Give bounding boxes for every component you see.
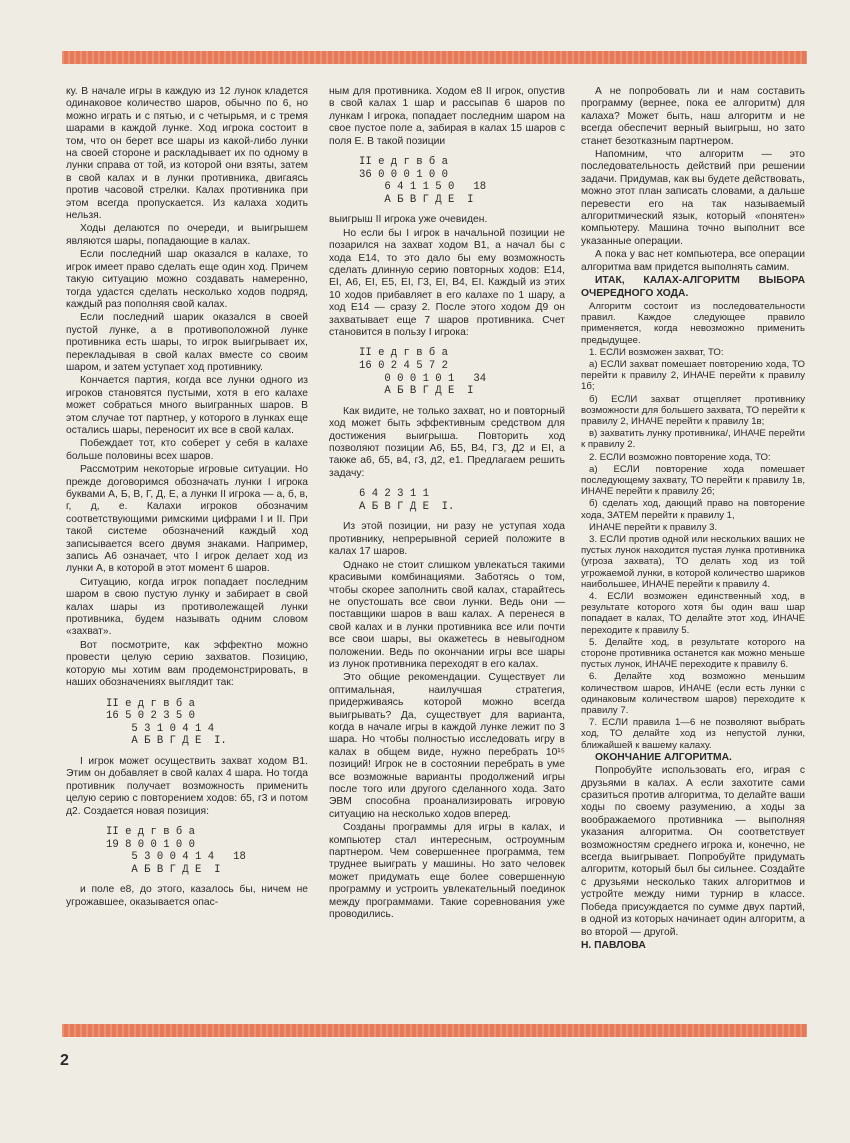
paragraph: А пока у вас нет компьютера, все операции алгоритма вам придется выполнять самим.	[581, 249, 805, 273]
paragraph: выигрыш II игрока уже очевиден.	[329, 214, 488, 226]
paragraph: Вот посмотрите, как эффектно можно провести целую серию захватов. Позицию, которую мы хотим вам продемонстрировать, в наших обозначениях выглядит так:	[66, 639, 308, 689]
position-diagram: II е д г в б а 19 8 0 0 1 0 0 5 3 0 0 4 1 4 18 А Б В Г Д Е I	[106, 825, 246, 876]
algorithm-end: ОКОНЧАНИЕ АЛГОРИТМА.	[595, 751, 732, 763]
column-2	[329, 86, 565, 922]
algorithm-rule: 1. ЕСЛИ возможен захват, ТО:	[589, 346, 724, 358]
paragraph: ку. В начале игры в каждую из 12 лунок кладется одинаковое количество шаров, обычно по 6, но можно играть и с пятью, и с четырьмя, и с тремя шарами в каждой лунке. Ход игрока состоит в том, что он берет все шары из какой-либо лунки на своей стороне и раскладывает их по одному в лунки справа от той, из которой они взяты, затем в свой калах и в лунки противника, двигаясь против часовой стрелки. Калах противника при этом всегда пропускается. Из калаха ходить нельзя.	[66, 86, 308, 222]
algorithm-rule: б) сделать ход, дающий право на повторение хода, ЗАТЕМ перейти к правилу 1,	[581, 498, 805, 521]
paragraph: Из этой позиции, ни разу не уступая хода противнику, непрерывной серией положите в калах 17 шаров.	[329, 521, 565, 558]
paragraph: ным для противника. Ходом е8 II игрок, опустив в свой калах 1 шар и рассыпав 6 шаров по лункам I игрока, попадает последним шаром на свое пустое поле а, забирая в калах 15 шаров с поля Е. В такой позиции	[329, 86, 565, 147]
position-diagram: II е д г в б а 16 0 2 4 5 7 2 0 0 0 1 0 1 34 А Б В Г Д Е I	[359, 347, 487, 398]
paragraph: Напомним, что алгоритм — это последовательность действий при решении задачи. Придумав, как вы будете действовать, можно этот план записать словами, а дальше перевести его на так называемый алгоритмический язык, который «понятен» компьютеру. Машина точно выполнит все указанные операции.	[581, 149, 805, 247]
paragraph: Но если бы I игрок в начальной позиции не позарился на захват ходом В1, а начал бы с хода Е14, то это дало бы ему возможность сделать длинную серию повторных ходов: Е14, ЕI, А6, ЕI, Е5, ЕI, Г3, ЕI, В4, ЕI. Каждый из этих 10 ходов прибавляет в его калахе по 1 шару, а ход Е14 — сразу 2. После этого ходом Д9 он захватывает еще 7 шаров противника. Счет становится в пользу I игрока:	[329, 227, 565, 339]
paragraph: I игрок может осуществить захват ходом В1. Этим он добавляет в свой калах 4 шара. Но тогда противник получает возможность применить целую серию с повторением ходов: б5, г3 и потом д2. Создается новая позиция:	[66, 755, 308, 817]
paragraph: Побеждает тот, кто соберет у себя в калахе больше половины всех шаров.	[66, 438, 308, 462]
column-1	[66, 86, 308, 910]
position-diagram: II е д г в б а 16 5 0 2 3 5 0 5 3 1 0 4 1 4 А Б В Г Д Е I.	[106, 697, 227, 748]
problem-position: 6 4 2 3 1 1 А Б В Г Д Е I.	[359, 488, 455, 513]
algorithm-rule: в) захватить лунку противника/, ИНАЧЕ перейти к правилу 2.	[581, 428, 805, 451]
position-diagram: II е д г в б а 36 0 0 0 1 0 0 6 4 1 1 5 0 18 А Б В Г Д Е I	[359, 156, 487, 206]
algorithm-rule: 6. Делайте ход возможно меньшим количеством шаров, ИНАЧЕ (если есть лунки с одинаковым количеством шаров) переходите к правилу 7.	[581, 671, 805, 717]
author-signature: Н. ПАВЛОВА	[581, 939, 646, 951]
algorithm-title: ИТАК, КАЛАХ-АЛГОРИТМ ВЫБОРА ОЧЕРЕДНОГО ХОДА.	[581, 275, 805, 299]
paragraph: Рассмотрим некоторые игровые ситуации. Но прежде договоримся обозначать лунки I игрока буквами А, Б, В, Г, Д, Е, а лунки II игрока — а, б, в, г, д, е. Калахи игроков обозначим соответствующими римскими цифрами I и II. При такой системе обозначений каждый ход записывается всего двумя знаками. Например, запись А6 означает, что I игрок делает ход из лунки А, в которой в этот момент 6 шаров.	[66, 464, 308, 575]
paragraph: Кончается партия, когда все лунки одного из игроков становятся пустыми, хотя в его калахе может собраться много выигранных шаров. В этом случае тот партнер, у которого в лунках еще остались шары, переносит их все в свой калах.	[66, 375, 308, 436]
top-decorative-band	[62, 51, 807, 64]
page-number: 2	[60, 1052, 69, 1069]
bottom-decorative-band	[62, 1024, 807, 1037]
paragraph: Это общие рекомендации. Существует ли оптимальная, наилучшая стратегия, придерживаясь которой можно всегда выигрывать? Да, существует для варианта, когда в начале игры в каждой лунке лежит по 3 шара. Но чтобы полностью исследовать игру в калах в общем виде, нужно перебрать 10¹⁵ позиций! Игрок не в состоянии перебрать в уме все возможные варианты продолжений игры после того или другого сделанного хода. Зато ЭВМ способна проанализировать игровую ситуацию на несколько ходов вперед.	[329, 672, 565, 820]
paragraph: Если последний шар оказался в калахе, то игрок имеет право сделать еще один ход. Причем такую ситуацию можно создавать намеренно, тогда удастся сделать несколько ходов подряд, каждый раз пополняя свой калах.	[66, 249, 308, 310]
algorithm-rule: 3. ЕСЛИ против одной или нескольких ваших не пустых лунок находится пустая лунка противника (угроза захвата), ТО делать ход из той угрожаемой лунки, в которой количество шариков наибольшее, ИНАЧЕ перейти к правилу 4.	[581, 533, 805, 590]
paragraph: Ходы делаются по очереди, и выигрышем являются шары, попадающие в калах.	[66, 223, 308, 247]
algorithm-rule: 4. ЕСЛИ возможен единственный ход, в результате которого хотя бы один ваш шар попадает в калах, ТО делайте этот ход, ИНАЧЕ переходите к правилу 5.	[581, 590, 805, 636]
algorithm-rule: Алгоритм состоит из последовательности правил. Каждое следующее правило применяется, когда невозможно применить предыдущее.	[581, 300, 805, 346]
algorithm-rule: 2. ЕСЛИ возможно повторение хода, ТО:	[589, 451, 771, 463]
algorithm-block	[581, 301, 805, 751]
paragraph: Созданы программы для игры в калах, и компьютер стал интересным, остроумным партнером. Чем совершеннее программа, тем труднее выиграть у машины. Но зато человек может придумать еще более совершенную программу и устроить увлекательный поединок между программами. Такие соревнования уже проводились.	[329, 822, 565, 921]
paragraph: Ситуацию, когда игрок попадает последним шаром в свою пустую лунку и забирает в свой калах шары из противолежащей лунки противника, будем называть одним словом «захват».	[66, 576, 308, 638]
paragraph: А не попробовать ли и нам составить программу (вернее, пока ее алгоритм) для калаха? Может быть, наш алгоритм и не всегда обеспечит верный выигрыш, но зато станет безотказным партнером.	[581, 86, 805, 147]
algorithm-rule: 7. ЕСЛИ правила 1—6 не позволяют выбрать ход, ТО делайте ход из непустой лунки, ближайшей к вашему калаху.	[581, 717, 805, 751]
paragraph: Если последний шарик оказался в своей пустой лунке, а в противоположной лунке противника есть шары, то игрок выигрывает их, перекладывая в свой калах вместе со своим шаром, и затем уступает ход противнику.	[66, 312, 308, 373]
algorithm-rule: б) ЕСЛИ захват отщепляет противнику возможности для большего захвата, ТО перейти к правилу 2, ИНАЧЕ перейти к правилу 1в;	[581, 393, 805, 427]
paragraph: Как видите, не только захват, но и повторный ход может быть эффективным средством для достижения выигрыша. Повторить ход позволяют позиции А6, Б5, В4, Г3, Д2 и ЕI, а также а6, б5, в4, г3, д2, е1. Предлагаем решить задачу:	[329, 405, 565, 479]
algorithm-rule: ИНАЧЕ перейти к правилу 3.	[589, 521, 718, 533]
paragraph: Однако не стоит слишком увлекаться такими красивыми комбинациями. Заботясь о том, чтобы скорее заполнить свой калах, старайтесь не опустошать все свои лунки. Ведь они — поставщики шаров в ваш калах. А перенеся в свой калах и в лунки противника все или почти все свои шары, вы окажетесь в невыгодном положении. Ведь по окончании игры все шары из лунок противника переходят в его калах.	[329, 559, 565, 670]
column-3	[581, 86, 805, 953]
algorithm-rule: а) ЕСЛИ повторение хода помешает последующему захвату, ТО перейти к правилу 1в, ИНАЧЕ перейти к правилу 2б;	[581, 463, 805, 498]
paragraph: Попробуйте использовать его, играя с друзьями в калах. А если захотите сами сразиться против алгоритма, то делайте ваши ходы по своему разумению, а ходы за воображаемого противника — выполняя указания алгоритма. Он соответствует возможностям среднего игрока и, конечно, не всегда выигрывает. Попробуйте придумать алгоритм, который был бы сильнее. Создайте с друзьями несколько таких алгоритмов и устройте между ними турнир в классе. Победа присуждается по сумме двух партий, в одной из которых начинает один алгоритм, а во второй — другой.	[581, 765, 805, 938]
algorithm-rule: 5. Делайте ход, в результате которого на стороне противника останется как можно меньше пустых лунок, ИНАЧЕ переходите к правилу 6.	[581, 636, 805, 671]
paragraph: и поле е8, до этого, казалось бы, ничем не угрожавшее, оказывается опас-	[66, 884, 308, 908]
algorithm-rule: а) ЕСЛИ захват помешает повторению хода, ТО перейти к правилу 2, ИНАЧЕ перейти к правилу 1б;	[581, 358, 805, 393]
